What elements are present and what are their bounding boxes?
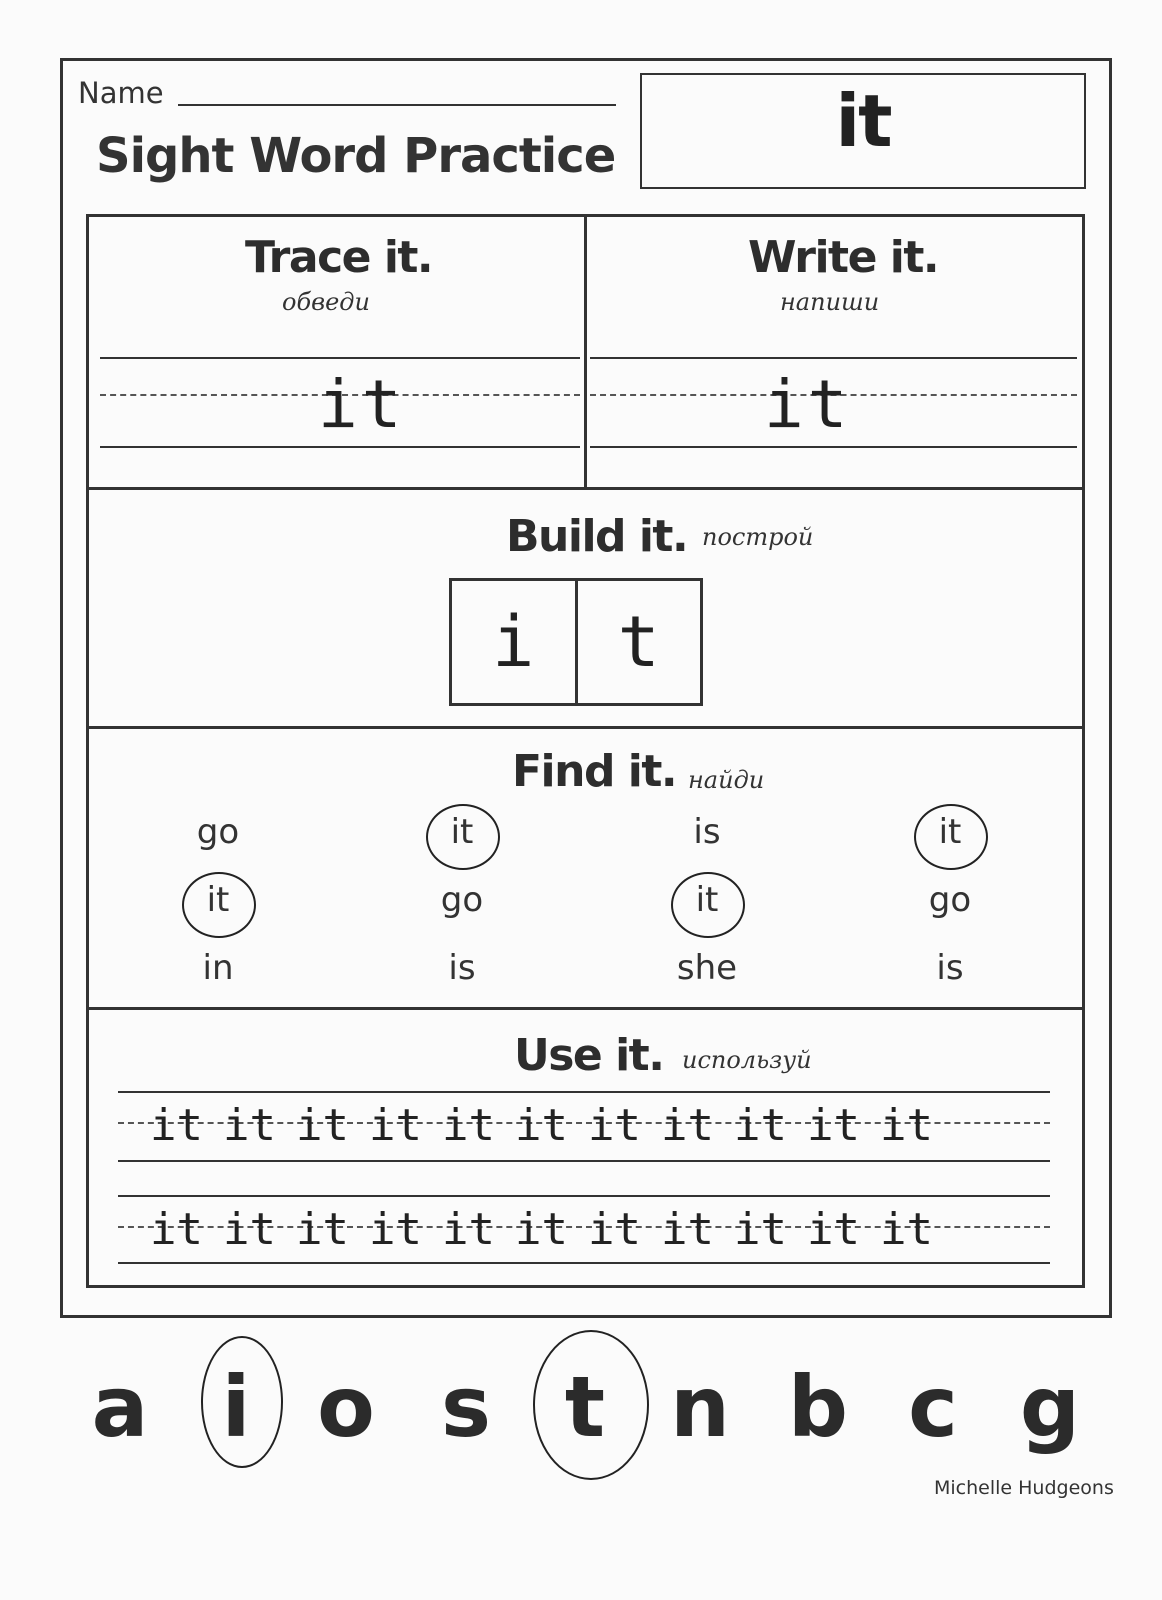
alphabet-letter[interactable]: a [91,1358,149,1456]
find-word[interactable]: go [928,880,972,920]
use-heading: Use it. [514,1030,664,1081]
build-note: построй [702,523,814,551]
write-note: напиши [780,288,880,316]
find-word[interactable]: go [196,812,240,852]
write-base-rule [590,446,1077,448]
use-written-word: it [296,1204,349,1255]
use-written-word: it [442,1100,495,1151]
find-word-circle [671,872,745,938]
section-divider [86,1007,1085,1010]
author-credit: Michelle Hudgeons [934,1477,1114,1499]
find-word[interactable]: is [448,948,476,988]
trace-write-divider [584,214,587,489]
find-word[interactable]: it [938,812,962,852]
use-written-word: it [734,1204,787,1255]
letter-circle [201,1336,283,1468]
use-written-word: it [150,1204,203,1255]
find-word[interactable]: she [676,948,738,988]
build-heading: Build it. [506,511,688,562]
alphabet-letter[interactable]: n [670,1358,730,1456]
page-title: Sight Word Practice [96,128,616,184]
sight-word-box [640,73,1086,189]
use-row1-base-rule [118,1160,1050,1162]
use-row-1 [150,1100,953,1151]
use-written-word: it [807,1100,860,1151]
trace-word: it [318,366,406,443]
find-word[interactable]: in [202,948,234,988]
trace-base-rule [100,446,580,448]
alphabet-letter[interactable]: b [787,1358,849,1456]
trace-note: обведи [282,288,370,316]
use-written-word: it [880,1204,933,1255]
use-written-word: it [515,1204,568,1255]
trace-top-rule [100,357,580,359]
use-written-word: it [807,1204,860,1255]
use-written-word: it [515,1100,568,1151]
use-written-word: it [880,1100,933,1151]
find-word-circle [914,804,988,870]
use-note: используй [682,1046,812,1074]
find-note: найди [688,766,765,794]
find-word-circle [426,804,500,870]
find-word[interactable]: go [440,880,484,920]
letter-circle [533,1330,649,1480]
section-divider [86,726,1085,729]
use-written-word: it [661,1204,714,1255]
write-heading: Write it. [748,232,939,283]
alphabet-letter[interactable]: s [441,1358,491,1456]
use-written-word: it [223,1100,276,1151]
use-row2-base-rule [118,1262,1050,1264]
find-word-circle [182,872,256,938]
write-top-rule [590,357,1077,359]
use-written-word: it [150,1100,203,1151]
write-word: it [764,366,852,443]
find-word[interactable]: it [695,880,719,920]
use-written-word: it [734,1100,787,1151]
use-row-2 [150,1204,953,1255]
use-written-word: it [369,1204,422,1255]
section-divider [86,487,1085,490]
find-word[interactable]: is [936,948,964,988]
find-word[interactable]: it [450,812,474,852]
name-input-line[interactable] [178,104,616,106]
name-label: Name [78,76,164,110]
use-written-word: it [442,1204,495,1255]
use-written-word: it [661,1100,714,1151]
sight-word: it [835,79,891,163]
find-word[interactable]: is [693,812,721,852]
alphabet-letter[interactable]: i [221,1358,251,1456]
find-heading: Find it. [512,746,677,797]
alphabet-letter[interactable]: t [564,1358,606,1456]
use-written-word: it [369,1100,422,1151]
use-row2-top-rule [118,1195,1050,1197]
use-written-word: it [296,1100,349,1151]
alphabet-letter[interactable]: c [908,1358,958,1456]
use-written-word: it [223,1204,276,1255]
alphabet-letter[interactable]: g [1019,1358,1081,1456]
build-letter-box[interactable]: t [575,581,701,703]
use-row1-top-rule [118,1091,1050,1093]
use-written-word: it [588,1100,641,1151]
build-boxes [449,578,703,706]
trace-heading: Trace it. [245,232,433,283]
build-letter-box[interactable]: i [492,601,535,683]
find-word[interactable]: it [206,880,230,920]
use-written-word: it [588,1204,641,1255]
alphabet-letter[interactable]: o [317,1358,375,1456]
